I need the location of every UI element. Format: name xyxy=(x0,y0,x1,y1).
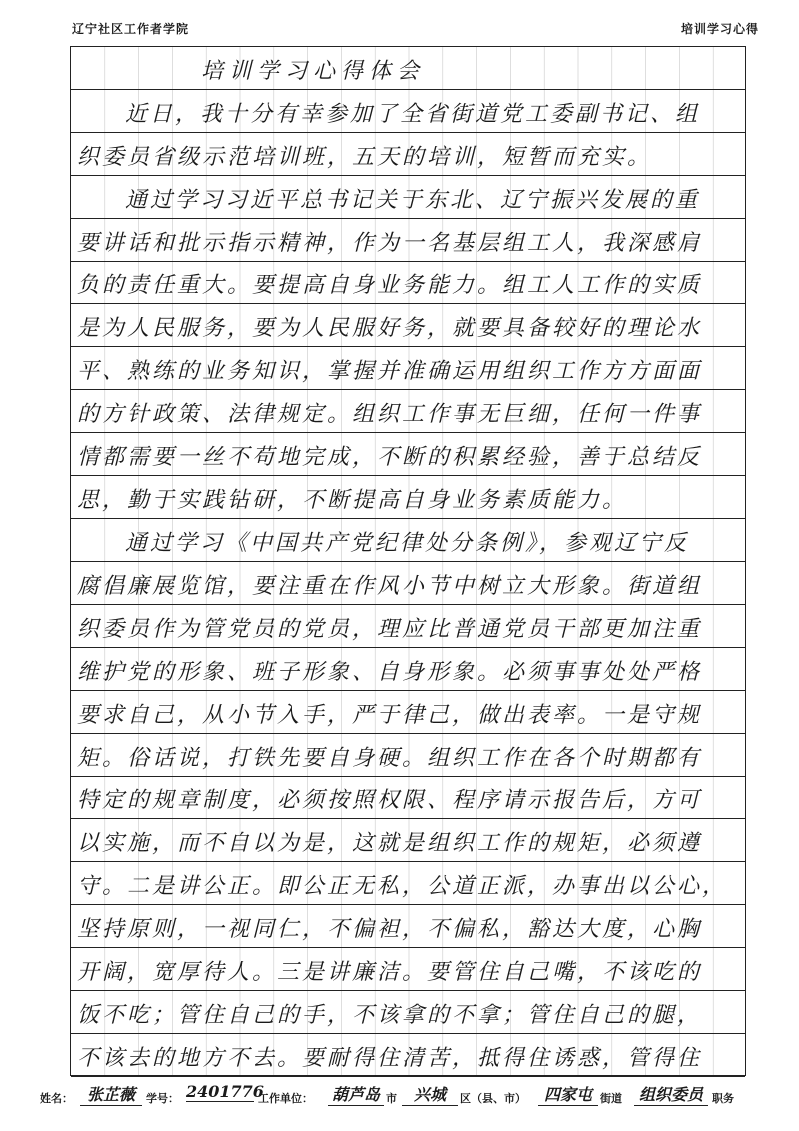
text-line: 以实施，而不自以为是，这就是组织工作的规矩，必须遵 xyxy=(77,831,703,857)
district-label: 区（县、市） xyxy=(460,1092,526,1105)
text-line: 维护党的形象、班子形象、自身形象。必须事事处处严格 xyxy=(77,659,703,685)
id-label: 学号： xyxy=(146,1092,179,1105)
text-row xyxy=(71,262,745,305)
text-line: 是为人民服务，要为人民服好务，就要具备较好的理论水 xyxy=(77,316,703,342)
text-line: 特定的规章制度，必须按照权限、程序请示报告后，方可 xyxy=(77,788,703,814)
essay-title: 培训学习心得体会 xyxy=(201,58,426,84)
title-row xyxy=(71,47,745,90)
text-line: 平、熟练的业务知识，掌握并准确运用组织工作方方面面 xyxy=(77,359,703,385)
text-row xyxy=(71,648,745,691)
text-row xyxy=(71,219,745,262)
text-row xyxy=(71,991,745,1034)
street-value: 四家屯 xyxy=(538,1082,598,1106)
city-label: 市 xyxy=(386,1092,397,1105)
text-line: 坚持原则，一视同仁，不偏袒，不偏私，豁达大度，心胸 xyxy=(77,917,703,943)
text-row xyxy=(71,519,745,562)
text-row xyxy=(71,90,745,133)
text-row xyxy=(71,562,745,605)
text-line: 通过学习习近平总书记关于东北、辽宁振兴发展的重 xyxy=(125,187,701,213)
text-row xyxy=(71,390,745,433)
street-label: 街道 xyxy=(600,1092,622,1105)
unit-label: 工作单位： xyxy=(258,1092,313,1105)
text-row xyxy=(71,476,745,519)
text-row xyxy=(71,905,745,948)
text-row xyxy=(71,305,745,348)
text-line: 要求自己，从小节入手，严于律己，做出表率。一是守规 xyxy=(77,702,703,728)
document-type-header: 培训学习心得 xyxy=(680,22,759,36)
text-line: 不该去的地方不去。要耐得住清苦，抵得住诱惑，管得住 xyxy=(77,1045,703,1071)
student-info-footer xyxy=(40,1082,779,1110)
text-row xyxy=(71,1034,745,1077)
name-label: 姓名： xyxy=(40,1092,73,1105)
text-row xyxy=(71,777,745,820)
text-row xyxy=(71,691,745,734)
text-row xyxy=(71,605,745,648)
text-row xyxy=(71,433,745,476)
academy-header: 辽宁社区工作者学院 xyxy=(72,22,190,36)
post-label: 职务 xyxy=(712,1092,734,1105)
text-line: 织委员省级示范培训班，五天的培训，短暂而充实。 xyxy=(77,144,653,170)
text-row xyxy=(71,948,745,991)
city-value: 葫芦岛 xyxy=(328,1082,384,1106)
id-value: 2401776 xyxy=(186,1082,264,1101)
manuscript-sheet xyxy=(70,46,746,1076)
text-line: 的方针政策、法律规定。组织工作事无巨细，任何一件事 xyxy=(77,402,703,428)
text-line: 守。二是讲公正。即公正无私，公道正派，办事出以公心， xyxy=(77,874,728,900)
text-line: 通过学习《中国共产党纪律处分条例》，参观辽宁反 xyxy=(125,530,690,556)
text-row xyxy=(71,347,745,390)
post-value: 组织委员 xyxy=(634,1082,708,1106)
name-value: 张芷薇 xyxy=(80,1082,142,1106)
text-row xyxy=(71,862,745,905)
text-line: 开阔，宽厚待人。三是讲廉洁。要管住自己嘴，不该吃的 xyxy=(77,960,703,986)
text-row xyxy=(71,133,745,176)
text-line: 织委员作为管党员的党员，理应比普通党员干部更加注重 xyxy=(77,616,703,642)
text-line: 矩。俗话说，打铁先要自身硬。组织工作在各个时期都有 xyxy=(77,745,703,771)
district-value: 兴城 xyxy=(402,1082,458,1106)
text-row xyxy=(71,734,745,777)
text-line: 情都需要一丝不苟地完成，不断的积累经验，善于总结反 xyxy=(77,445,703,471)
text-row xyxy=(71,820,745,863)
text-line: 负的责任重大。要提高自身业务能力。组工人工作的实质 xyxy=(77,273,703,299)
text-line: 思，勤于实践钻研，不断提高自身业务素质能力。 xyxy=(77,488,628,514)
text-row xyxy=(71,176,745,219)
text-line: 腐倡廉展览馆，要注重在作风小节中树立大形象。街道组 xyxy=(77,573,703,599)
text-line: 近日，我十分有幸参加了全省街道党工委副书记、组 xyxy=(125,101,701,127)
text-line: 饭不吃；管住自己的手，不该拿的不拿；管住自己的腿， xyxy=(77,1003,703,1029)
text-line: 要讲话和批示指示精神，作为一名基层组工人，我深感肩 xyxy=(77,230,703,256)
